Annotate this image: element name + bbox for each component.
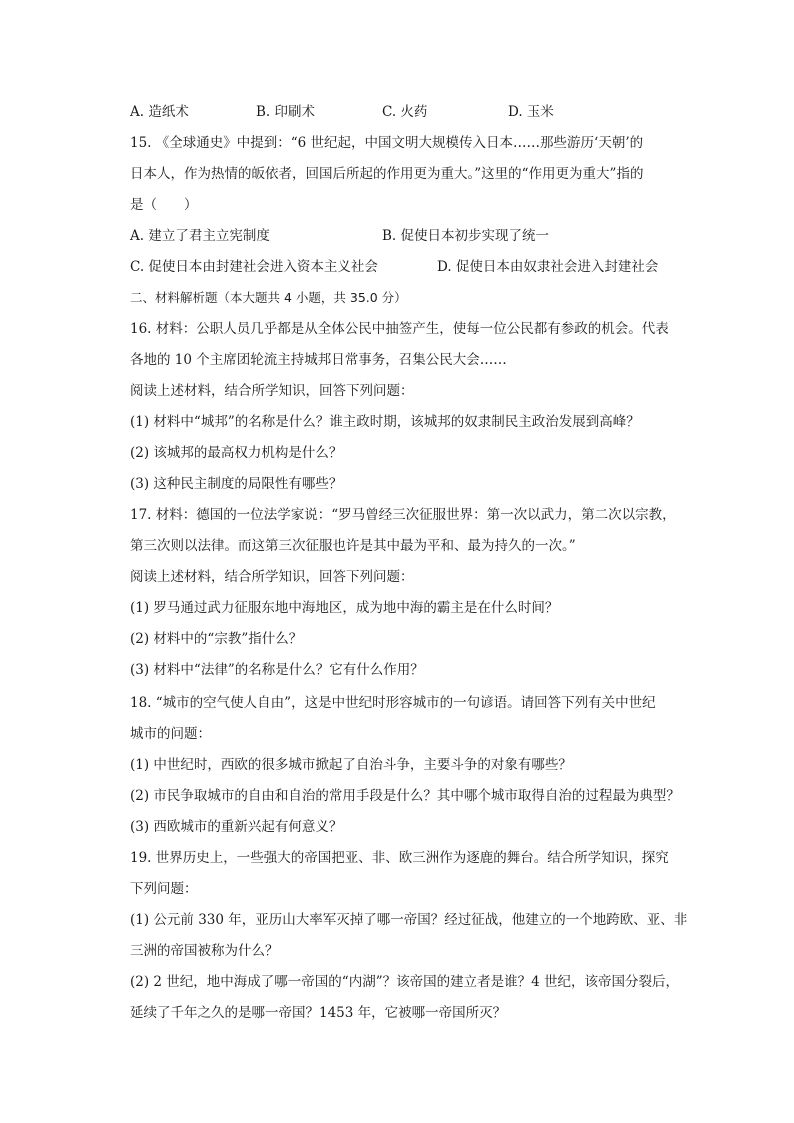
q16-line: 阅读上述材料，结合所学知识，回答下列问题： — [130, 383, 414, 399]
q15-option-a: A. 建立了君主立宪制度 — [130, 228, 270, 244]
q15-line: 是（ ） — [130, 197, 198, 213]
q15-line: 15. 《全球通史》中提到：“6 世纪起，中国文明大规模传入日本……那些游历‘天朝’的 — [130, 135, 644, 151]
q19-line: 下列问题： — [130, 881, 198, 897]
q18-line: (3) 西欧城市的重新兴起有何意义？ — [130, 819, 343, 835]
q17-line: (1) 罗马通过武力征服东地中海地区，成为地中海的霸主是在什么时间？ — [130, 600, 559, 616]
q14-option-d: D. 玉米 — [508, 104, 554, 120]
q15-options-row2 — [130, 257, 658, 277]
q16-line: (1) 材料中“城邦”的名称是什么？谁主政时期，该城邦的奴隶制民主政治发展到高峰？ — [130, 414, 640, 430]
q19-line: 三洲的帝国被称为什么？ — [130, 943, 279, 959]
q15-option-b: B. 促使日本初步实现了统一 — [382, 228, 550, 244]
q15-option-d: D. 促使日本由奴隶社会进入封建社会 — [437, 259, 659, 275]
q14-option-b: B. 印刷术 — [256, 104, 316, 120]
q18-line: 18. “城市的空气使人自由”，这是中世纪时形容城市的一句谚语。请回答下列有关中世纪 — [130, 695, 656, 711]
section-heading: 二、材料解析题（本大题共 4 小题，共 35.0 分） — [130, 290, 407, 305]
q19-line: (2) 2 世纪，地中海成了哪一帝国的“内湖”？该帝国的建立者是谁？4 世纪，该帝国分裂后， — [130, 974, 679, 990]
q14-option-a: A. 造纸术 — [130, 104, 189, 120]
q18-line: (2) 市民争取城市的自由和自治的常用手段是什么？其中哪个城市取得自治的过程最为典型？ — [130, 788, 680, 804]
q15-options-row1 — [130, 226, 549, 246]
q16-line: (3) 这种民主制度的局限性有哪些？ — [130, 476, 343, 492]
q19-line: (1) 公元前 330 年，亚历山大率军灭掉了哪一帝国？经过征战，他建立的一个地跨欧、亚、非 — [130, 912, 688, 928]
q17-line: 17. 材料：德国的一位法学家说：“罗马曾经三次征服世界：第一次以武力，第二次以宗教， — [130, 507, 676, 523]
q17-line: (3) 材料中“法律”的名称是什么？它有什么作用？ — [130, 662, 424, 678]
q16-line: (2) 该城邦的最高权力机构是什么？ — [130, 445, 343, 461]
q19-line: 延续了千年之久的是哪一帝国？1453 年，它被哪一帝国所灭？ — [130, 1005, 507, 1021]
q16-line: 各地的 10 个主席团轮流主持城邦日常事务，召集公民大会…… — [130, 352, 507, 368]
q17-line: 第三次则以法律。而这第三次征服也许是其中最为平和、最为持久的一次。” — [130, 538, 576, 554]
q15-line: 日本人，作为热情的皈依者，回国后所起的作用更为重大。”这里的“作用更为重大”指的 — [130, 166, 644, 182]
q17-line: 阅读上述材料，结合所学知识，回答下列问题： — [130, 569, 414, 585]
q14-option-c: C. 火药 — [382, 104, 428, 120]
q17-line: (2) 材料中的“宗教”指什么？ — [130, 631, 303, 647]
q14-options — [130, 102, 634, 122]
q16-line: 16. 材料：公职人员几乎都是从全体公民中抽签产生，使每一位公民都有参政的机会。代表 — [130, 321, 669, 337]
q18-line: (1) 中世纪时，西欧的很多城市掀起了自治斗争，主要斗争的对象有哪些？ — [130, 757, 572, 773]
q15-option-c: C. 促使日本由封建社会进入资本主义社会 — [130, 259, 378, 275]
q19-line: 19. 世界历史上，一些强大的帝国把亚、非、欧三洲作为逐鹿的舞台。结合所学知识，探究 — [130, 850, 669, 866]
q18-line: 城市的问题： — [130, 726, 211, 742]
